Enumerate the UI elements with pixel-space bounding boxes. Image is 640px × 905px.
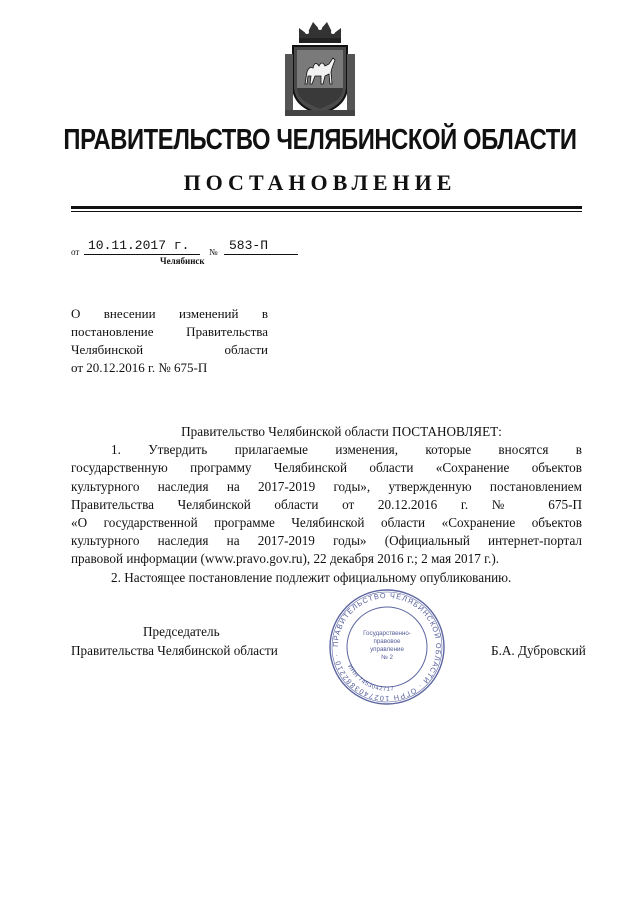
stamp-inner-line: № 2: [381, 654, 393, 661]
document-body: [71, 423, 582, 587]
document-date: 10.11.2017 г.: [88, 238, 190, 253]
number-label: №: [209, 247, 218, 257]
subject-line: Челябинской области: [71, 342, 268, 357]
subject-line: от 20.12.2016 г. № 675-П: [71, 360, 208, 375]
date-from-label: от: [71, 247, 80, 257]
item-1-line: правовой информации (www.pravo.gov.ru), 22 декабря 2016 г.; 2 мая 2017 г.).: [71, 551, 500, 567]
official-seal-stamp: [327, 587, 447, 707]
coat-of-arms-icon: [285, 14, 355, 118]
stamp-inner-line: управление: [370, 646, 404, 653]
stamp-inn: ИНН 7453042717: [346, 663, 395, 693]
stamp-inner-line: правовое: [373, 638, 401, 645]
stamp-inner-line: Государственно-: [363, 630, 411, 637]
signatory-title-line-2: Правительства Челябинской области: [71, 643, 278, 658]
item-1-line: государственную программу Челябинской области «Сохранение объектов: [71, 460, 582, 476]
subject-line: О внесении изменений в: [71, 306, 268, 321]
signatory-title-line-1: Председатель: [143, 624, 220, 639]
date-underline: [84, 254, 200, 255]
document-number: 583-П: [229, 238, 269, 253]
item-2: 2. Настоящее постановление подлежит официальному опубликованию.: [111, 569, 512, 585]
number-underline: [224, 254, 298, 255]
city-label: Челябинск: [160, 256, 205, 266]
header-rule-thick: [71, 206, 582, 209]
document-type-title: ПОСТАНОВЛЕНИЕ: [183, 170, 457, 195]
document-subject: [71, 305, 268, 377]
signatory-name: Б.А. Дубровский: [491, 643, 586, 658]
preamble: Правительство Челябинской области ПОСТАНОВЛЯЕТ:: [181, 424, 502, 439]
stamp-ring-text: ПРАВИТЕЛЬСТВО ЧЕЛЯБИНСКОЙ ОБЛАСТИ · ОГРН 1027403882210 ·: [330, 590, 444, 704]
government-title: ПРАВИТЕЛЬСТВО ЧЕЛЯБИНСКОЙ ОБЛАСТИ: [63, 124, 577, 156]
subject-line: постановление Правительства: [71, 324, 268, 339]
header-rule-thin: [71, 211, 582, 212]
item-1-line: культурного наследия на 2017-2019 годы», утвержденную постановлением: [71, 478, 582, 494]
item-1-line: «О государственной программе Челябинской области «Сохранение объектов: [71, 514, 582, 530]
item-1-line: Правительства Челябинской области от 20.12.2016 г. № 675-П: [71, 496, 582, 512]
item-1-line: 1. Утвердить прилагаемые изменения, которые вносятся в: [111, 442, 582, 458]
item-1-line: культурного наследия на 2017-2019 годы» (Официальный интернет-портал: [71, 533, 582, 549]
